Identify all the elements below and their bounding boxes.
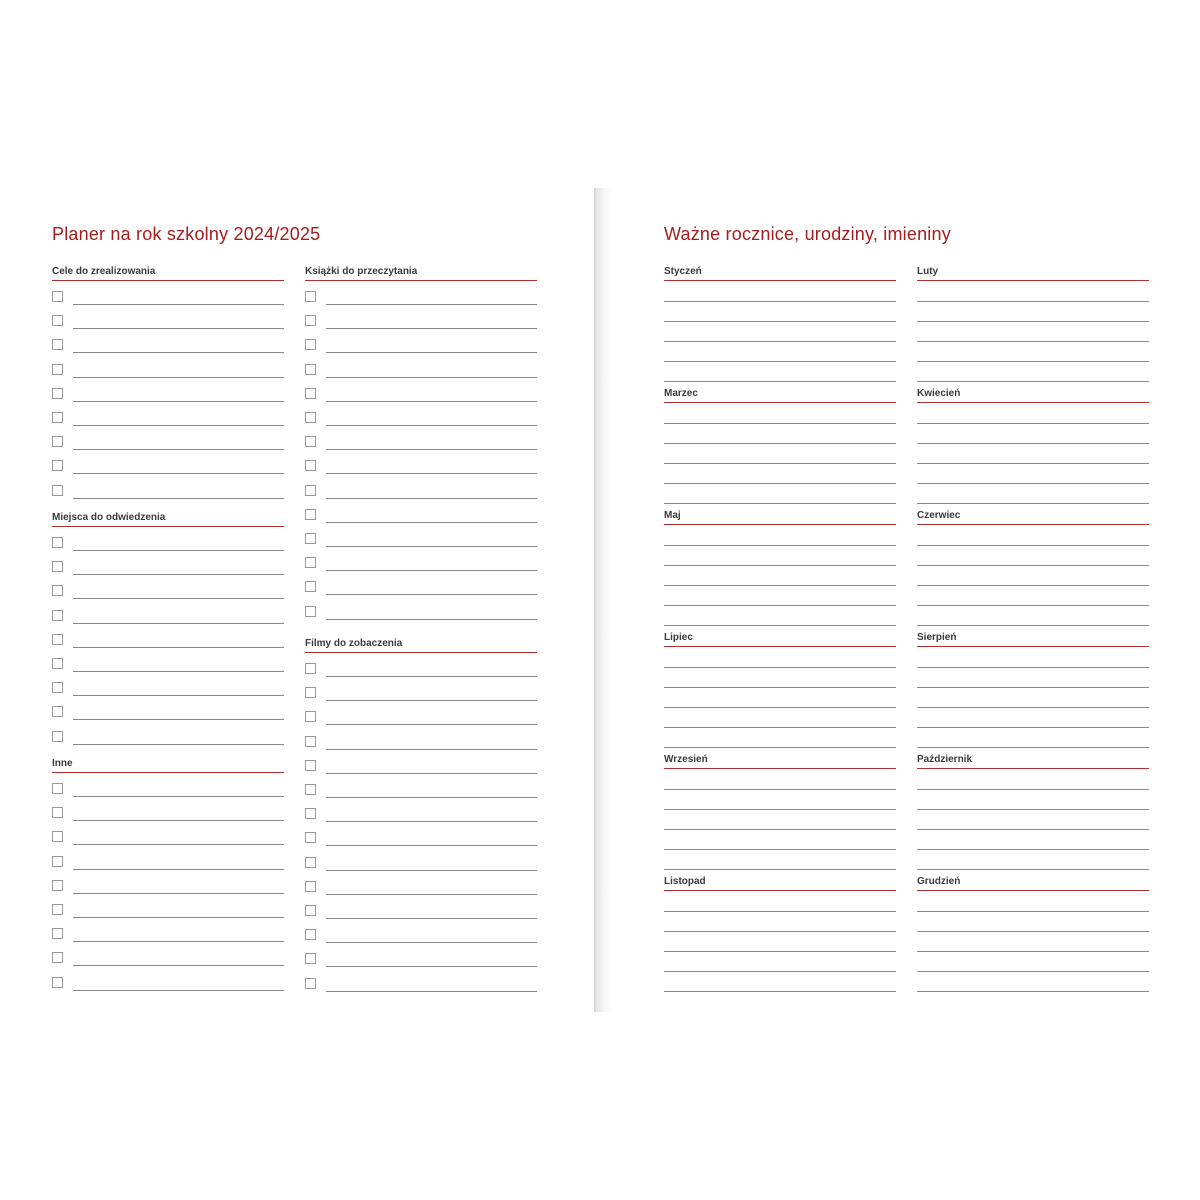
month-heading: Wrzesień <box>664 753 896 769</box>
checklist-item <box>52 880 284 894</box>
writing-line[interactable] <box>326 942 537 943</box>
writing-line[interactable] <box>73 473 284 474</box>
checklist-item <box>305 953 537 967</box>
writing-line[interactable] <box>917 931 1149 932</box>
writing-line[interactable] <box>326 377 537 378</box>
writing-line[interactable] <box>73 820 284 821</box>
checkbox[interactable] <box>52 731 63 742</box>
month-heading: Październik <box>917 753 1149 769</box>
checkbox[interactable] <box>305 905 316 916</box>
checkbox[interactable] <box>52 831 63 842</box>
checklist-item <box>305 533 537 547</box>
checkbox[interactable] <box>52 880 63 891</box>
month-block <box>917 265 1149 281</box>
checklist-item <box>52 537 284 551</box>
writing-line[interactable] <box>326 845 537 846</box>
checklist-item <box>52 561 284 575</box>
checklist-item <box>305 315 537 329</box>
writing-line[interactable] <box>326 797 537 798</box>
writing-line[interactable] <box>917 301 1149 302</box>
checkbox[interactable] <box>305 606 316 617</box>
writing-line[interactable] <box>664 667 896 668</box>
checkbox[interactable] <box>305 760 316 771</box>
writing-line[interactable] <box>917 341 1149 342</box>
writing-line[interactable] <box>917 503 1149 504</box>
writing-line[interactable] <box>917 971 1149 972</box>
checkbox[interactable] <box>52 485 63 496</box>
writing-line[interactable] <box>664 687 896 688</box>
checklist-item <box>52 977 284 991</box>
checklist-item <box>305 687 537 701</box>
checkbox[interactable] <box>305 929 316 940</box>
checklist-item <box>52 485 284 499</box>
writing-line[interactable] <box>326 401 537 402</box>
writing-line[interactable] <box>73 695 284 696</box>
month-block <box>917 509 1149 525</box>
checklist-item <box>305 784 537 798</box>
writing-line[interactable] <box>664 931 896 932</box>
writing-line[interactable] <box>664 545 896 546</box>
month-heading: Lipiec <box>664 631 896 647</box>
checklist-item <box>52 291 284 305</box>
checkbox[interactable] <box>305 460 316 471</box>
checkbox[interactable] <box>52 436 63 447</box>
writing-line[interactable] <box>73 498 284 499</box>
checkbox[interactable] <box>305 711 316 722</box>
writing-line[interactable] <box>326 594 537 595</box>
writing-line[interactable] <box>73 550 284 551</box>
writing-line[interactable] <box>73 893 284 894</box>
checklist-item <box>305 857 537 871</box>
writing-line[interactable] <box>917 423 1149 424</box>
right-page-title: Ważne rocznice, urodziny, imieniny <box>664 224 951 244</box>
month-heading: Grudzień <box>917 875 1149 891</box>
month-block <box>917 387 1149 403</box>
checklist-item <box>52 658 284 672</box>
writing-line[interactable] <box>326 546 537 547</box>
writing-line[interactable] <box>326 304 537 305</box>
checklist-item <box>52 928 284 942</box>
writing-line[interactable] <box>326 724 537 725</box>
month-heading: Marzec <box>664 387 896 403</box>
writing-line[interactable] <box>326 991 537 992</box>
checkbox[interactable] <box>305 339 316 350</box>
section-heading: Miejsca do odwiedzenia <box>52 511 284 527</box>
writing-line[interactable] <box>326 352 537 353</box>
checklist-item <box>305 509 537 523</box>
checklist-item <box>52 856 284 870</box>
writing-line[interactable] <box>326 700 537 701</box>
checklist-item <box>52 315 284 329</box>
checklist-item <box>305 606 537 620</box>
checklist-item <box>52 364 284 378</box>
checklist-item <box>305 412 537 426</box>
writing-line[interactable] <box>917 625 1149 626</box>
section-films <box>305 637 537 653</box>
writing-line[interactable] <box>664 849 896 850</box>
checkbox[interactable] <box>305 291 316 302</box>
checklist-item <box>305 460 537 474</box>
checkbox[interactable] <box>305 388 316 399</box>
writing-line[interactable] <box>917 381 1149 382</box>
checklist-item <box>305 291 537 305</box>
writing-line[interactable] <box>917 789 1149 790</box>
checklist-item <box>305 905 537 919</box>
month-block <box>917 753 1149 769</box>
writing-line[interactable] <box>73 623 284 624</box>
writing-line[interactable] <box>917 443 1149 444</box>
checklist-item <box>52 339 284 353</box>
writing-line[interactable] <box>326 894 537 895</box>
checkbox[interactable] <box>305 736 316 747</box>
checklist-item <box>52 634 284 648</box>
writing-line[interactable] <box>917 585 1149 586</box>
writing-line[interactable] <box>73 671 284 672</box>
checkbox[interactable] <box>52 783 63 794</box>
checklist-item <box>52 731 284 745</box>
checklist-item <box>52 436 284 450</box>
checkbox[interactable] <box>305 315 316 326</box>
writing-line[interactable] <box>326 449 537 450</box>
writing-line[interactable] <box>664 911 896 912</box>
checkbox[interactable] <box>305 808 316 819</box>
checkbox[interactable] <box>305 485 316 496</box>
checklist-item <box>305 339 537 353</box>
writing-line[interactable] <box>664 301 896 302</box>
writing-line[interactable] <box>73 744 284 745</box>
checkbox[interactable] <box>305 784 316 795</box>
left-page-title: Planer na rok szkolny 2024/2025 <box>52 224 321 244</box>
writing-line[interactable] <box>73 401 284 402</box>
writing-line[interactable] <box>917 667 1149 668</box>
month-heading: Luty <box>917 265 1149 281</box>
writing-line[interactable] <box>664 789 896 790</box>
checkbox[interactable] <box>52 291 63 302</box>
month-block <box>917 631 1149 647</box>
checkbox[interactable] <box>305 436 316 447</box>
writing-line[interactable] <box>326 918 537 919</box>
writing-line[interactable] <box>73 377 284 378</box>
writing-line[interactable] <box>917 707 1149 708</box>
month-heading: Styczeń <box>664 265 896 281</box>
checklist-item <box>52 952 284 966</box>
writing-line[interactable] <box>664 443 896 444</box>
writing-line[interactable] <box>664 991 896 992</box>
writing-line[interactable] <box>326 425 537 426</box>
writing-line[interactable] <box>664 829 896 830</box>
writing-line[interactable] <box>73 449 284 450</box>
writing-line[interactable] <box>326 619 537 620</box>
month-heading: Czerwiec <box>917 509 1149 525</box>
checkbox[interactable] <box>52 315 63 326</box>
writing-line[interactable] <box>917 687 1149 688</box>
section-heading: Filmy do zobaczenia <box>305 637 537 653</box>
writing-line[interactable] <box>326 522 537 523</box>
checkbox[interactable] <box>52 977 63 988</box>
writing-line[interactable] <box>917 809 1149 810</box>
checkbox[interactable] <box>52 856 63 867</box>
checkbox[interactable] <box>52 610 63 621</box>
checkbox[interactable] <box>52 706 63 717</box>
writing-line[interactable] <box>73 796 284 797</box>
section-heading: Inne <box>52 757 284 773</box>
checkbox[interactable] <box>305 557 316 568</box>
checklist-item <box>305 557 537 571</box>
writing-line[interactable] <box>73 990 284 991</box>
section-goals <box>52 265 284 281</box>
checklist-item <box>305 364 537 378</box>
checkbox[interactable] <box>305 881 316 892</box>
writing-line[interactable] <box>326 870 537 871</box>
writing-line[interactable] <box>73 304 284 305</box>
checkbox[interactable] <box>52 658 63 669</box>
checklist-item <box>305 711 537 725</box>
checklist-item <box>52 460 284 474</box>
checklist-item <box>305 485 537 499</box>
writing-line[interactable] <box>73 574 284 575</box>
checklist-item <box>305 808 537 822</box>
writing-line[interactable] <box>917 869 1149 870</box>
section-books <box>305 265 537 281</box>
writing-line[interactable] <box>73 425 284 426</box>
checkbox[interactable] <box>52 339 63 350</box>
checkbox[interactable] <box>52 412 63 423</box>
checkbox[interactable] <box>52 364 63 375</box>
writing-line[interactable] <box>664 869 896 870</box>
writing-line[interactable] <box>326 749 537 750</box>
left-page <box>0 0 596 1200</box>
writing-line[interactable] <box>326 498 537 499</box>
writing-line[interactable] <box>917 565 1149 566</box>
writing-line[interactable] <box>917 483 1149 484</box>
writing-line[interactable] <box>73 844 284 845</box>
writing-line[interactable] <box>917 747 1149 748</box>
checklist-item <box>52 807 284 821</box>
checkbox[interactable] <box>52 561 63 572</box>
writing-line[interactable] <box>326 328 537 329</box>
writing-line[interactable] <box>73 965 284 966</box>
checklist-item <box>305 881 537 895</box>
writing-line[interactable] <box>73 719 284 720</box>
checkbox[interactable] <box>52 952 63 963</box>
checkbox[interactable] <box>52 807 63 818</box>
checkbox[interactable] <box>52 904 63 915</box>
checklist-item <box>305 436 537 450</box>
month-block <box>664 265 896 281</box>
writing-line[interactable] <box>917 991 1149 992</box>
checklist-item <box>305 760 537 774</box>
checklist-item <box>305 978 537 992</box>
section-heading: Cele do zrealizowania <box>52 265 284 281</box>
writing-line[interactable] <box>664 727 896 728</box>
writing-line[interactable] <box>664 381 896 382</box>
checkbox[interactable] <box>305 581 316 592</box>
writing-line[interactable] <box>664 707 896 708</box>
month-block <box>664 509 896 525</box>
month-heading: Kwiecień <box>917 387 1149 403</box>
checkbox[interactable] <box>52 928 63 939</box>
checkbox[interactable] <box>52 634 63 645</box>
month-block <box>664 631 896 647</box>
checklist-item <box>52 904 284 918</box>
writing-line[interactable] <box>664 565 896 566</box>
writing-line[interactable] <box>664 605 896 606</box>
writing-line[interactable] <box>664 361 896 362</box>
writing-line[interactable] <box>917 463 1149 464</box>
writing-line[interactable] <box>326 676 537 677</box>
writing-line[interactable] <box>917 321 1149 322</box>
writing-line[interactable] <box>664 341 896 342</box>
writing-line[interactable] <box>326 966 537 967</box>
writing-line[interactable] <box>73 647 284 648</box>
month-heading: Listopad <box>664 875 896 891</box>
writing-line[interactable] <box>917 545 1149 546</box>
writing-line[interactable] <box>664 747 896 748</box>
checklist-item <box>52 412 284 426</box>
writing-line[interactable] <box>73 869 284 870</box>
writing-line[interactable] <box>917 605 1149 606</box>
checkbox[interactable] <box>305 364 316 375</box>
checkbox[interactable] <box>305 832 316 843</box>
writing-line[interactable] <box>664 463 896 464</box>
checklist-item <box>52 388 284 402</box>
month-block <box>917 875 1149 891</box>
writing-line[interactable] <box>917 849 1149 850</box>
section-other <box>52 757 284 773</box>
writing-line[interactable] <box>664 585 896 586</box>
checkbox[interactable] <box>52 537 63 548</box>
writing-line[interactable] <box>326 570 537 571</box>
checklist-item <box>52 682 284 696</box>
month-block <box>664 753 896 769</box>
checklist-item <box>52 831 284 845</box>
checklist-item <box>305 929 537 943</box>
checklist-item <box>52 585 284 599</box>
checkbox[interactable] <box>52 460 63 471</box>
checklist-item <box>305 581 537 595</box>
writing-line[interactable] <box>326 773 537 774</box>
writing-line[interactable] <box>73 917 284 918</box>
month-heading: Sierpień <box>917 631 1149 647</box>
checkbox[interactable] <box>52 388 63 399</box>
writing-line[interactable] <box>73 941 284 942</box>
checkbox[interactable] <box>52 585 63 596</box>
writing-line[interactable] <box>917 951 1149 952</box>
writing-line[interactable] <box>664 951 896 952</box>
checkbox[interactable] <box>305 412 316 423</box>
section-heading: Książki do przeczytania <box>305 265 537 281</box>
writing-line[interactable] <box>664 483 896 484</box>
writing-line[interactable] <box>917 361 1149 362</box>
writing-line[interactable] <box>664 423 896 424</box>
writing-line[interactable] <box>664 809 896 810</box>
checkbox[interactable] <box>305 663 316 674</box>
checklist-item <box>52 610 284 624</box>
writing-line[interactable] <box>664 503 896 504</box>
checklist-item <box>305 736 537 750</box>
checkbox[interactable] <box>305 857 316 868</box>
writing-line[interactable] <box>326 821 537 822</box>
checklist-item <box>52 783 284 797</box>
checkbox[interactable] <box>305 687 316 698</box>
writing-line[interactable] <box>917 829 1149 830</box>
writing-line[interactable] <box>664 625 896 626</box>
checkbox[interactable] <box>52 682 63 693</box>
writing-line[interactable] <box>664 971 896 972</box>
month-heading: Maj <box>664 509 896 525</box>
checklist-item <box>52 706 284 720</box>
month-block <box>664 875 896 891</box>
checkbox[interactable] <box>305 533 316 544</box>
checklist-item <box>305 663 537 677</box>
checklist-item <box>305 388 537 402</box>
section-places <box>52 511 284 527</box>
writing-line[interactable] <box>326 473 537 474</box>
writing-line[interactable] <box>917 911 1149 912</box>
writing-line[interactable] <box>73 352 284 353</box>
right-page <box>596 0 1200 1200</box>
month-block <box>664 387 896 403</box>
checkbox[interactable] <box>305 509 316 520</box>
checkbox[interactable] <box>305 978 316 989</box>
checklist-item <box>305 832 537 846</box>
writing-line[interactable] <box>73 598 284 599</box>
writing-line[interactable] <box>73 328 284 329</box>
checkbox[interactable] <box>305 953 316 964</box>
writing-line[interactable] <box>664 321 896 322</box>
writing-line[interactable] <box>917 727 1149 728</box>
